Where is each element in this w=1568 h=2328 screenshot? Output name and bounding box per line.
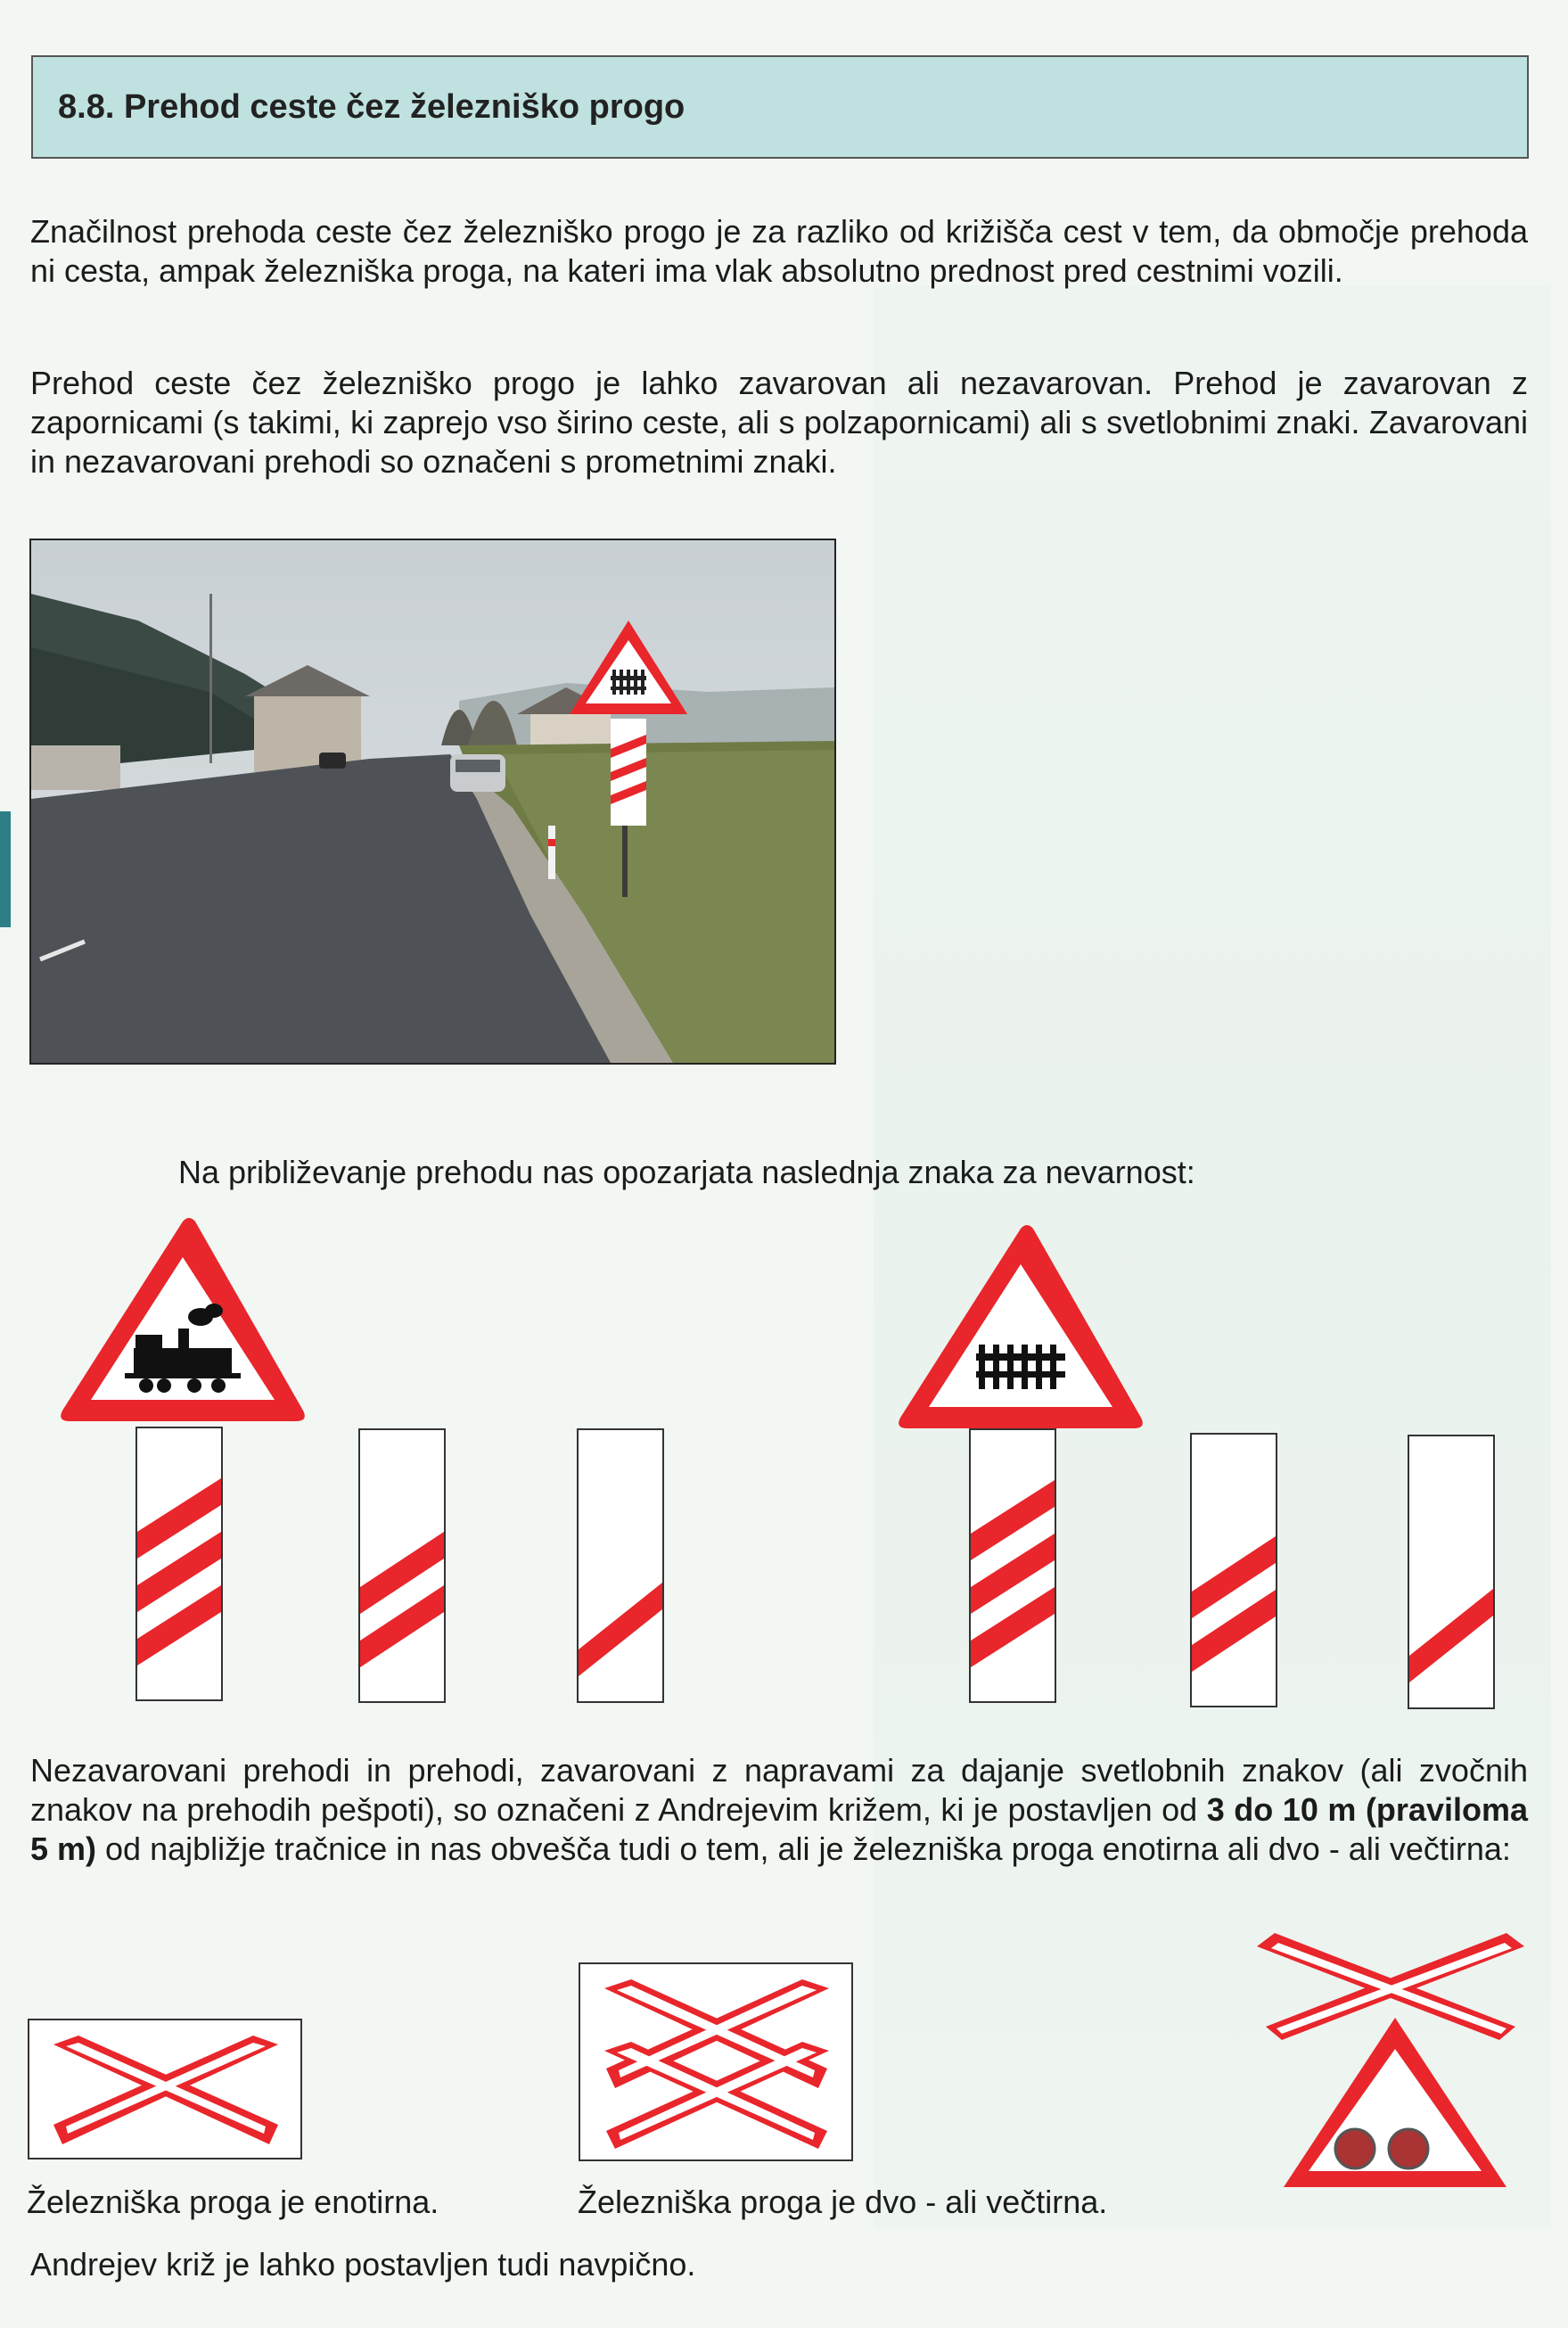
warning-sign-barrier — [891, 1222, 1150, 1435]
andrej-cross-paragraph: Nezavarovani prehodi in prehodi, zavarovani z napravami za dajanje svetlobnih znakov (ali zvočnih znakov na prehodih peš​poti), so označeni z Andrejevim križem, ki je postavljen od 3 do 10 m (praviloma 5 m) od najbližje tračnice in nas obvešča tudi o tem, ali je železniška proga enotirna ali dvo - ali večtirna: — [30, 1752, 1528, 1867]
protection-paragraph: Prehod ceste čez železniško progo je lahko zavarovan ali nezavarovan. Prehod je zavarovan z zapornicami (s takimi, ki zaprejo vso širino ceste, ali s polzapornicami) ali s svetlobnimi znaki. Zavarovani in nezavarovani prehodi so označeni s prometnimi znaki. — [30, 365, 1528, 480]
section-title: 8.8. Prehod ceste čez železniško progo — [58, 87, 685, 126]
beacon-2-stripes-right — [1188, 1431, 1286, 1709]
beacon-1-stripe-right — [1406, 1433, 1504, 1711]
road-photo — [29, 539, 836, 1065]
signal-light-left-icon — [1335, 2129, 1375, 2168]
distance-highlight: 3 do 10 m (praviloma 5 m) — [30, 1791, 1528, 1867]
warning-signs-intro: Na približevanje prehodu nas opozarjata naslednja znaka za nevarnost: — [178, 1154, 1195, 1190]
beacon-1-stripe-left — [575, 1427, 673, 1705]
beacon-3-stripes-right — [967, 1427, 1065, 1705]
caption-multi-track: Železniška proga je dvo - ali večtirna. — [578, 2184, 1108, 2220]
caption-single-track: Železniška proga je enotirna. — [27, 2184, 439, 2220]
section-title-bar — [31, 55, 1529, 159]
signal-light-right-icon — [1389, 2129, 1428, 2168]
andrej-cross-with-signal-lights — [1248, 1929, 1533, 2196]
beacon-2-stripes-left — [357, 1427, 455, 1705]
intro-paragraph: Značilnost prehoda ceste čez železniško progo je za razliko od križišča cest v tem, da območje prehoda ni cesta, ampak železniška proga, na kateri ima vlak absolutno prednost pred cestnimi vozili. — [30, 213, 1528, 289]
andrej-cross-single-track — [27, 2018, 305, 2160]
chapter-tab — [0, 811, 11, 927]
caption-vertical-note: Andrejev križ je lahko postavljen tudi navpično. — [30, 2246, 696, 2283]
beacon-3-stripes-left — [134, 1425, 232, 1703]
andrej-cross-multi-track — [578, 1962, 856, 2162]
